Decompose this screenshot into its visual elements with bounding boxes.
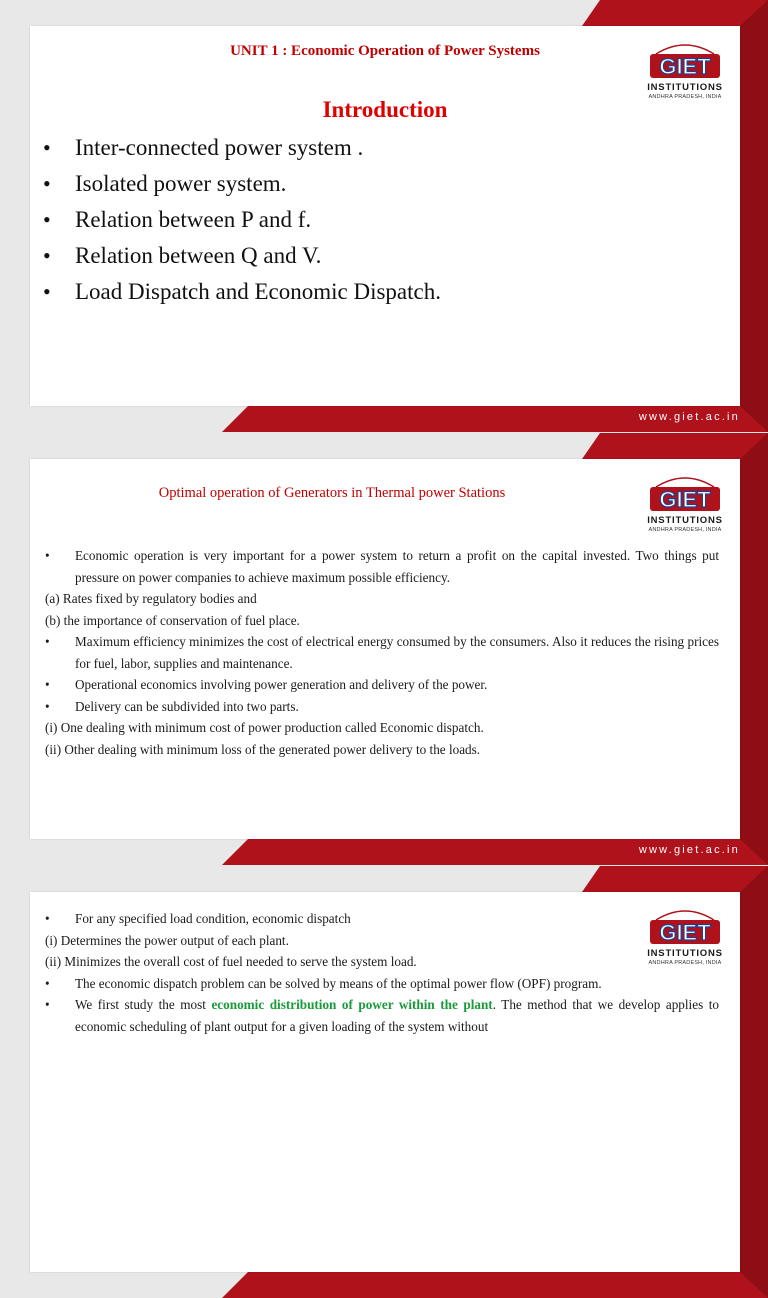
slide-card	[30, 459, 740, 839]
list-item: • The economic dispatch problem can be solved by means of the optimal power flow (OPF) program.	[45, 973, 719, 995]
topic-list	[43, 130, 441, 310]
list-item: (ii) Minimizes the overall cost of fuel needed to serve the system load.	[45, 954, 417, 969]
list-item: • We first study the most economic distribution of power within the plant. The method that we develop applies to economic scheduling of plant output for a given loading of the system without	[45, 994, 719, 1037]
introduction-heading: Introduction	[322, 97, 448, 122]
list-item: • Isolated power system.	[43, 166, 441, 202]
slide-card	[30, 892, 740, 1272]
list-item: (i) Determines the power output of each plant.	[45, 932, 289, 948]
logo-location-text: ANDHRA PRADESH, INDIA	[648, 94, 722, 100]
giet-logo-icon	[642, 902, 728, 948]
giet-logo	[642, 36, 728, 106]
bullet-icon: •	[45, 677, 50, 692]
list-item: • Operational economics involving power generation and delivery of the power.	[45, 674, 719, 696]
logo-location-text: ANDHRA PRADESH, INDIA	[648, 960, 722, 966]
footer-url[interactable]: www.giet.ac.in	[638, 844, 740, 856]
list-item: (ii) Other dealing with minimum loss of the generated power delivery to the loads.	[45, 741, 481, 757]
list-item: • Maximum efficiency minimizes the cost of electrical energy consumed by the consumers. Also it reduces the rising prices for fuel, labor, supplies and maintenance.	[45, 631, 719, 674]
list-item: • Economic operation is very important for a power system to return a profit on the capital invested. Two things put pressure on power companies to achieve maximum possible efficiency.	[45, 545, 719, 588]
list-item: • Relation between P and f.	[43, 202, 441, 238]
slide-1	[0, 0, 768, 432]
slide-card	[30, 26, 740, 406]
bullet-icon: •	[43, 279, 51, 304]
svg-text:GIET: GIET	[659, 920, 711, 945]
giet-logo-icon	[642, 36, 728, 82]
logo-institutions-text: INSTITUTIONS	[647, 82, 723, 93]
slide-2	[0, 433, 768, 865]
bullet-icon: •	[45, 997, 50, 1012]
bullet-icon: •	[43, 171, 51, 196]
bullet-icon: •	[45, 548, 50, 563]
list-item: • Relation between Q and V.	[43, 238, 441, 274]
slide-heading: Optimal operation of Generators in Thermal power Stations	[158, 485, 506, 501]
giet-logo-icon	[642, 469, 728, 515]
bullet-icon: •	[45, 634, 50, 649]
bullet-icon: •	[43, 207, 51, 232]
highlighted-phrase: economic distribution of power within the plant	[211, 997, 493, 1012]
list-item: (i) One dealing with minimum cost of power production called Economic dispatch.	[45, 720, 484, 735]
footer-url[interactable]: www.giet.ac.in	[638, 411, 740, 423]
bullet-icon: •	[43, 243, 51, 268]
list-item: • Inter-connected power system .	[43, 130, 441, 166]
list-item: • Load Dispatch and Economic Dispatch.	[43, 274, 441, 310]
list-item: (a) Rates fixed by regulatory bodies and	[45, 591, 257, 606]
list-item: • Delivery can be subdivided into two parts.	[45, 696, 719, 718]
slide-3	[0, 866, 768, 1298]
svg-text:GIET: GIET	[659, 487, 711, 512]
bullet-icon: •	[45, 911, 50, 926]
slide-body	[45, 908, 719, 1037]
giet-logo	[642, 469, 728, 539]
list-item: (b) the importance of conservation of fuel place.	[45, 612, 300, 628]
bullet-icon: •	[45, 975, 50, 991]
logo-location-text: ANDHRA PRADESH, INDIA	[648, 527, 722, 533]
logo-institutions-text: INSTITUTIONS	[647, 515, 723, 526]
svg-text:GIET: GIET	[659, 54, 711, 79]
bullet-icon: •	[43, 135, 51, 160]
list-item: • For any specified load condition, economic dispatch	[45, 908, 719, 930]
logo-institutions-text: INSTITUTIONS	[647, 948, 723, 959]
unit-title: UNIT 1 : Economic Operation of Power Systems	[230, 43, 540, 59]
slide-body	[45, 545, 719, 760]
giet-logo	[642, 902, 728, 972]
bullet-icon: •	[45, 698, 50, 714]
